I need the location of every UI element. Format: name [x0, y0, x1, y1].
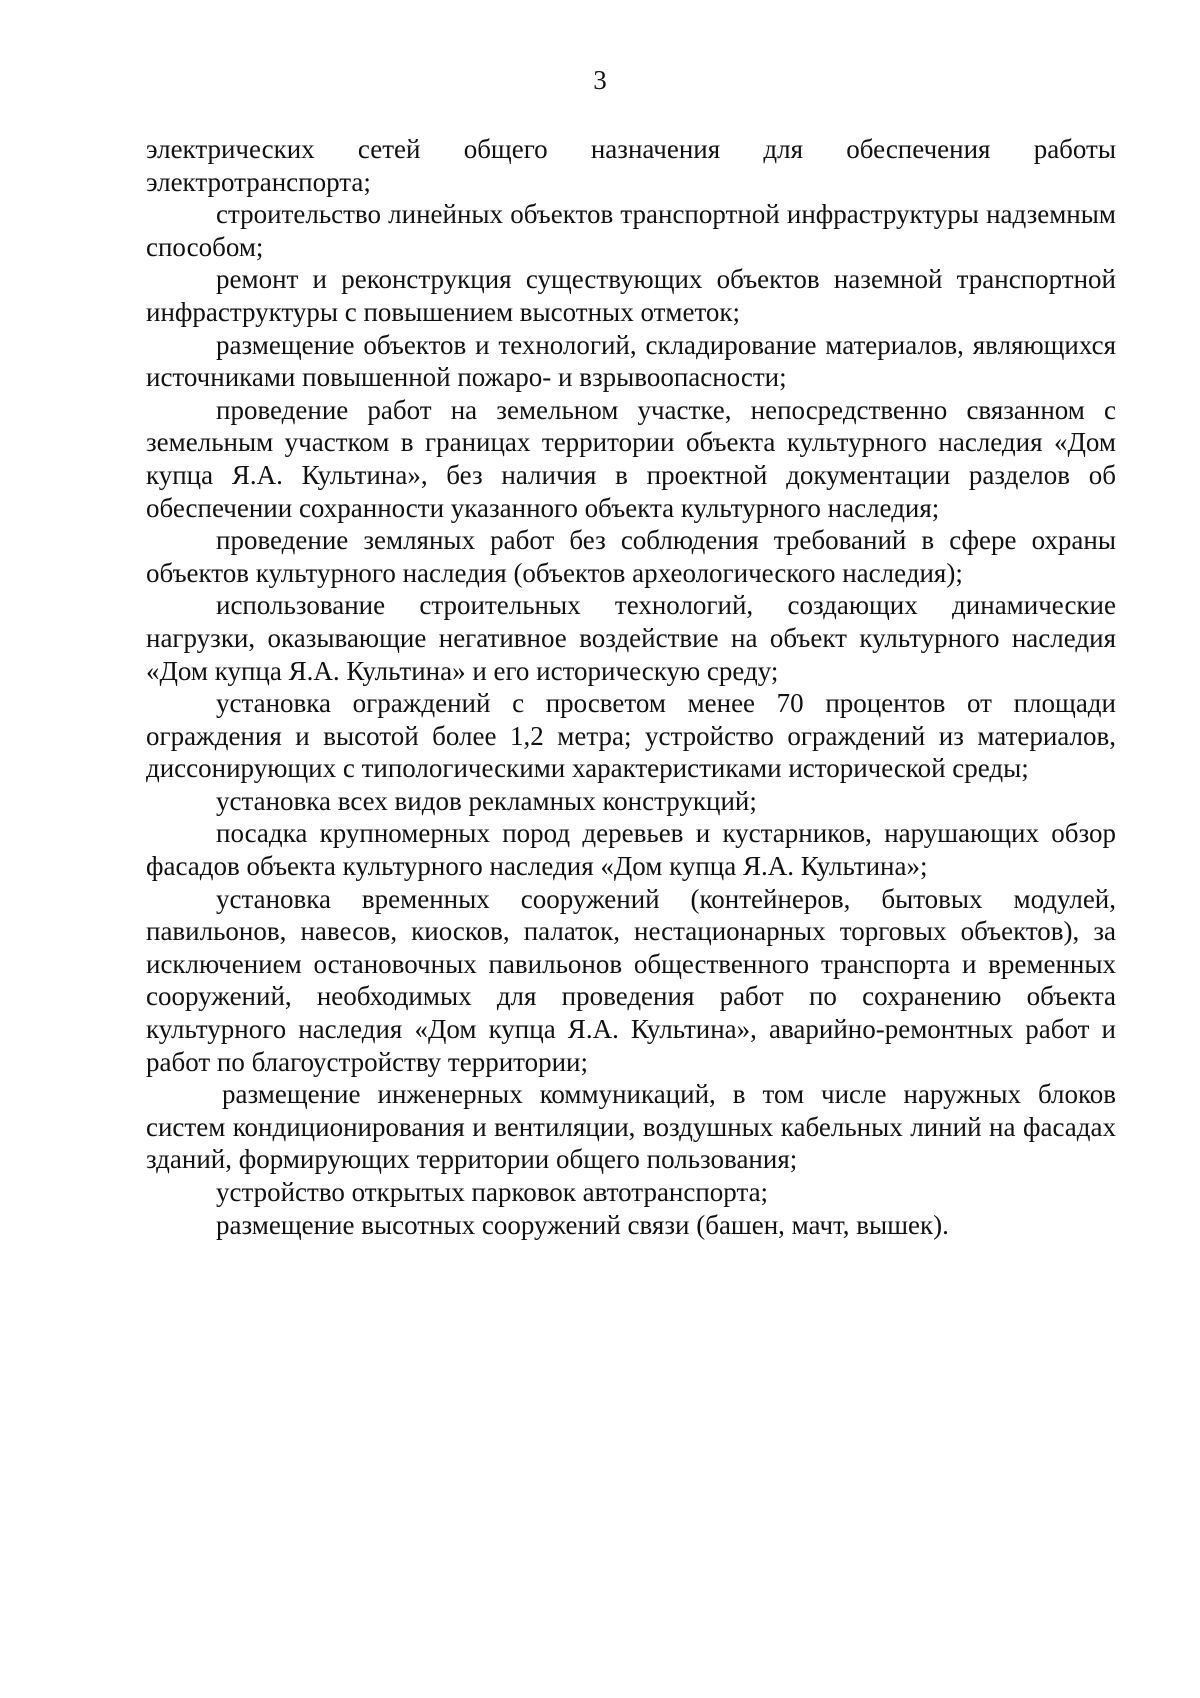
paragraph: размещение объектов и технологий, складирование материалов, являющихся источниками повышенной пожаро- и взрывоопасности;: [146, 329, 1116, 393]
paragraph: установка всех видов рекламных конструкций;: [216, 785, 757, 816]
paragraph: размещение инженерных коммуникаций, в том числе наружных блоков систем кондиционирования и вентиляции, воздушных кабельных линий на фасадах зданий, формирующих территории общего пользования;: [146, 1079, 1116, 1175]
paragraph: проведение земляных работ без соблюдения требований в сфере охраны объектов культурного наследия (объектов археологического наследия);: [146, 525, 1116, 588]
paragraph: посадка крупномерных пород деревьев и кустарников, нарушающих обзор фасадов объекта культурного наследия «Дом купца Я.А. Культина»;: [146, 818, 1116, 882]
page-number: 3: [593, 65, 607, 95]
paragraph: размещение высотных сооружений связи (башен, мачт, вышек).: [216, 1209, 949, 1240]
paragraph: использование строительных технологий, создающих динамические нагрузки, оказывающие негативное воздействие на объект культурного наследия «Дом купца Я.А. Культина» и его историческую среду;: [146, 590, 1116, 686]
document-body: [146, 133, 1116, 1241]
paragraph: установка временных сооружений (контейнеров, бытовых модулей, павильонов, навесов, киосков, палаток, нестационарных торговых объектов), за исключением остановочных павильонов общественного транспорта и временных сооружений, необходимых для проведения работ по сохранению объекта культурного наследия «Дом купца Я.А. Культина», аварийно-ремонтных работ и работ по благоустройству территории;: [146, 883, 1116, 1077]
paragraph: ремонт и реконструкция существующих объектов наземной транспортной инфраструктуры с повышением высотных отметок;: [146, 264, 1116, 327]
paragraph: установка ограждений с просветом менее 70 процентов от площади ограждения и высотой более 1,2 метра; устройство ограждений из материалов, диссонирующих с типологическими характеристиками исторической среды;: [146, 688, 1116, 784]
paragraph: проведение работ на земельном участке, непосредственно связанном с земельным участком в границах территории объекта культурного наследия «Дом купца Я.А. Культина», без наличия в проектной документации разделов об обеспечении сохранности указанного объекта культурного наследия;: [146, 394, 1116, 523]
paragraph: электрических сетей общего назначения для обеспечения работы электротранспорта;: [146, 134, 1116, 197]
paragraph: устройство открытых парковок автотранспорта;: [216, 1177, 769, 1207]
paragraph: строительство линейных объектов транспортной инфраструктуры надземным способом;: [146, 199, 1116, 262]
